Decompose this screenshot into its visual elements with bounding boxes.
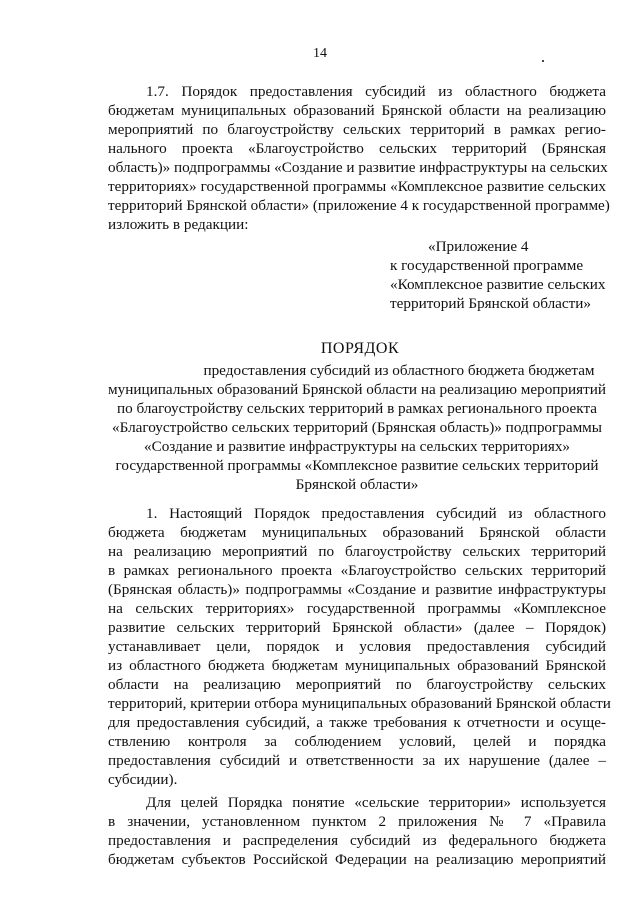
paragraph-line: из областного бюджета бюджетам муниципальных образований Брянской [108, 657, 606, 674]
paragraph-line: (Брянская область)» подпрограммы «Создание и развитие инфраструктуры [108, 581, 606, 598]
paragraph-line: ствлению контроля за соблюдением условий, целей и порядка [108, 733, 606, 750]
amendment-line: территорий Брянской области» (приложение 4 к государственной программе) [108, 197, 610, 214]
amendment-line: 1.7. Порядок предоставления субсидий из областного бюджета [146, 83, 606, 100]
paragraph-line: субсидии). [108, 771, 178, 788]
paragraph-line: территорий, критерии отбора муниципальных образований Брянской области [108, 695, 611, 712]
subtitle-line: «Создание и развитие инфраструктуры на сельских территориях» [143, 438, 571, 455]
paragraph-line: устанавливает цели, порядок и условия предоставления субсидий [108, 638, 606, 655]
paragraph-line: на сельских территориях» государственной программы «Комплексное [108, 600, 606, 617]
amendment-line: территориях» государственной программы «Комплексное развитие сельских [108, 178, 606, 195]
paragraph-line: развитие сельских территорий Брянской области» (далее – Порядок) [108, 619, 606, 636]
appendix-line: территорий Брянской области» [390, 295, 592, 312]
paragraph-line: на реализацию мероприятий по благоустройству сельских территорий [108, 543, 606, 560]
paragraph-line: предоставления субсидий и ответственности за их нарушение (далее – [108, 752, 606, 769]
paragraph-line: в значении, установленном пунктом 2 приложения № 7 «Правила [108, 813, 606, 830]
paragraph-line: области на реализацию мероприятий по благоустройству сельских [108, 676, 606, 693]
appendix-line: «Приложение 4 [428, 238, 529, 255]
document-title: ПОРЯДОК [320, 340, 400, 357]
paragraph-line: для предоставления субсидий, а также требования к отчетности и осуще- [108, 714, 606, 731]
appendix-line: «Комплексное развитие сельских [390, 276, 606, 293]
appendix-line: к государственной программе [390, 257, 584, 274]
amendment-line: нального проекта «Благоустройство сельских территорий (Брянская [108, 140, 606, 157]
page-number: 14 [313, 46, 327, 61]
subtitle-line: Брянской области» [295, 476, 419, 493]
subtitle-line: «Благоустройство сельских территорий (Брянская область)» подпрограммы [111, 419, 603, 436]
paragraph-line: бюджетам субъектов Российской Федерации на реализацию мероприятий [108, 851, 606, 868]
paragraph-line: бюджета бюджетам муниципальных образований Брянской области [108, 524, 606, 541]
paragraph-line: предоставления и распределения субсидий из федерального бюджета [108, 832, 606, 849]
amendment-line: бюджетам муниципальных образований Брянской области на реализацию [108, 102, 606, 119]
subtitle-line: предоставления субсидий из областного бюджета бюджетам [203, 362, 595, 379]
subtitle-line: муниципальных образований Брянской области на реализацию мероприятий [108, 381, 607, 398]
paragraph-line: 1. Настоящий Порядок предоставления субсидий из областного [146, 505, 606, 522]
paragraph-line: Для целей Порядка понятие «сельские территории» используется [146, 794, 606, 811]
paragraph-line: в рамках регионального проекта «Благоустройство сельских территорий [108, 562, 606, 579]
amendment-line: область)» подпрограммы «Создание и развитие инфраструктуры на сельских [108, 159, 608, 176]
subtitle-line: по благоустройству сельских территорий в рамках регионального проекта [116, 400, 598, 417]
scan-speck [542, 60, 544, 62]
amendment-line: мероприятий по благоустройству сельских территорий в рамках регио- [108, 121, 606, 138]
subtitle-line: государственной программы «Комплексное развитие сельских территорий [115, 457, 599, 474]
amendment-line: изложить в редакции: [108, 216, 249, 233]
